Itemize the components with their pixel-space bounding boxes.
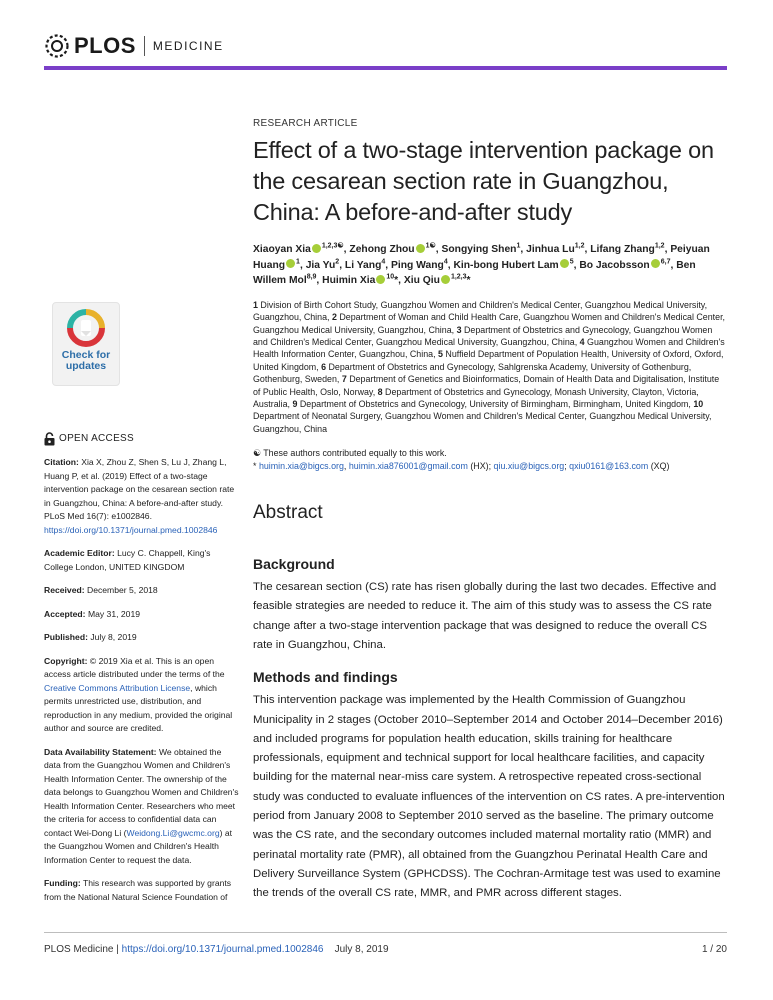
author-affiliation-marker: 1☯	[425, 242, 436, 250]
author-affiliation-marker: 4	[381, 258, 386, 266]
footer-doi-link[interactable]: https://doi.org/10.1371/journal.pmed.1002846	[121, 944, 324, 955]
funding-block	[44, 877, 240, 904]
author-separator: ,	[385, 259, 391, 271]
published-block	[44, 631, 240, 645]
author-separator: ,	[343, 244, 350, 255]
published-date: July 8, 2019	[90, 632, 137, 642]
citation-block	[44, 456, 240, 537]
author-list	[253, 242, 729, 289]
affiliation-number: 1	[253, 299, 258, 310]
corresponding-emails	[253, 460, 729, 472]
logo-divider	[144, 36, 145, 56]
orcid-icon[interactable]	[286, 259, 295, 268]
editor-label: Academic Editor:	[44, 548, 115, 558]
footer-journal: PLOS Medicine	[44, 944, 114, 955]
author-separator: *	[466, 275, 471, 287]
author-name: Xiaoyan Xia	[253, 244, 311, 255]
article-title: Effect of a two-stage intervention package on the cesarean section rate in Guangzhou, China: A before-and-after study	[253, 137, 714, 225]
affiliation-text: Department of Obstetrics and Gynecology, Monash University, Clayton, Victoria, Australia,	[253, 386, 699, 410]
author-affiliation-marker: 1,2	[574, 242, 585, 250]
author-separator: ,	[299, 259, 306, 271]
abstract-heading: Abstract	[253, 502, 323, 524]
academic-editor-block	[44, 547, 240, 574]
open-access-badge	[44, 432, 240, 446]
affiliation-text: Department of Neonatal Surgery, Guangzhou Women and Children's Medical Center, Guangzhou Medical University, Guangzhou, China	[253, 411, 712, 434]
email-separator: ,	[343, 460, 349, 471]
affiliation-text: Department of Woman and Child Health Care, Guangzhou Women and Children's Medical Center, Guangzhou Medical University, Guangzhou, China,	[253, 312, 726, 335]
author-separator: ,	[584, 244, 591, 255]
accepted-label: Accepted:	[44, 608, 86, 619]
open-access-label: OPEN ACCESS	[59, 433, 134, 445]
author-affiliation-marker: 1,2,3	[450, 273, 467, 281]
author-notes	[253, 447, 729, 472]
author-name: Huimin Xia	[322, 275, 376, 287]
affiliation-number: 10	[693, 399, 704, 410]
author-affiliation-marker: 8,9	[306, 273, 317, 281]
orcid-icon[interactable]	[376, 275, 385, 284]
email-link-3[interactable]: qiu.xiu@bigcs.org	[493, 460, 565, 471]
methods-heading: Methods and findings	[253, 669, 398, 686]
email-initials-xq: (XQ)	[648, 460, 670, 471]
funding-label: Funding:	[44, 878, 81, 888]
citation-label: Citation:	[44, 457, 79, 467]
logo-brand: PLOS	[74, 33, 136, 58]
footer-rule	[44, 932, 727, 933]
funding-text: This research was supported by grants from the National Natural Science Foundation of	[44, 878, 232, 902]
accepted-date: May 31, 2019	[87, 608, 141, 619]
plos-logo-icon	[44, 33, 70, 59]
affiliation-number: 7	[341, 374, 347, 385]
author-name: Bo Jacobsson	[579, 259, 650, 271]
author-name: Li Yang	[344, 259, 382, 271]
check-for-updates-label: Check for updates	[61, 349, 111, 372]
affiliation-text: Nuffield Department of Population Health, University of Oxford, Oxford, United Kingdom,	[253, 349, 724, 372]
author-separator: ,	[339, 259, 345, 271]
orcid-icon[interactable]	[441, 275, 450, 284]
affiliation-list	[253, 299, 729, 435]
author-separator: ,	[316, 275, 323, 287]
received-date: December 5, 2018	[87, 585, 158, 595]
data-availability-text: We obtained the data from the Guangzhou Women and Children's Health Information Center. The ownership of the data belongs to Guangzhou Women and Children's Health Information Center. Researchers who meet the criteria for access to confidential data can contact Wei-Dong Li (	[44, 746, 239, 838]
author-affiliation-marker: 10	[386, 273, 395, 281]
author-name: Songying Shen	[441, 244, 517, 255]
published-label: Published:	[44, 632, 88, 642]
accepted-block	[44, 608, 240, 622]
author-separator: ,	[447, 259, 454, 271]
orcid-icon[interactable]	[560, 259, 569, 268]
header-accent-bar	[44, 66, 727, 70]
author-name: Ping Wang	[391, 259, 444, 271]
author-name: Jinhua Lu	[526, 244, 575, 255]
email-link-4[interactable]: qxiu0161@163.com	[569, 460, 649, 471]
received-label: Received:	[44, 585, 85, 595]
footer-separator: |	[113, 944, 122, 955]
copyright-text-rest: , which permits unrestricted use, distribution, and reproduction in any medium, provided the original author and source are credited.	[44, 682, 233, 733]
open-lock-icon	[44, 432, 55, 446]
author-separator: ,	[520, 244, 527, 255]
data-availability-block	[44, 746, 240, 868]
affiliation-text: Department of Genetics and Bioinformatics, Domain of Health Data and Digitalisation, Institute of Public Health, Oslo, Norway,	[253, 374, 720, 397]
author-name: Peiyuan Huang	[253, 244, 710, 271]
author-name: Jia Yu	[305, 259, 336, 271]
author-name: Kin-bong Hubert Lam	[453, 259, 559, 271]
received-block	[44, 584, 240, 598]
affiliation-number: 5	[438, 349, 443, 360]
affiliation-number: 3	[456, 324, 462, 335]
article-main-column	[253, 118, 729, 904]
affiliation-text: Guangzhou Women and Children's Health Information Center, Guangzhou, China,	[253, 337, 725, 360]
data-availability-text-rest: ) at the Guangzhou Women and Children's Health Information Center to request the data.	[44, 827, 233, 865]
author-affiliation-marker: 1	[296, 258, 300, 266]
affiliation-text: Department of Obstetrics and Gynecology, Sahlgrenska Academy, University of Gothenburg, Gothenburg, Sweden,	[253, 361, 692, 385]
citation-doi-link[interactable]: https://doi.org/10.1371/journal.pmed.1002846	[44, 524, 218, 535]
author-affiliation-marker: 6,7	[660, 258, 671, 266]
author-affiliation-marker: 4	[443, 258, 448, 266]
editor-text: Lucy C. Chappell, King's College London, UNITED KINGDOM	[44, 548, 211, 572]
copyright-block	[44, 655, 240, 736]
affiliation-text: Department of Obstetrics and Gynecology, Guangzhou Women and Children's Medical Center, Guangzhou Medical University, Guangzhou, China,	[253, 324, 713, 347]
author-affiliation-marker: 1,2	[654, 242, 665, 250]
author-separator: ,	[664, 244, 671, 255]
author-name: Xiu Qiu	[403, 275, 440, 287]
check-for-updates-icon	[67, 309, 105, 347]
author-separator: *,	[394, 275, 404, 287]
author-name: Ben Willem Mol	[253, 259, 696, 287]
check-for-updates-badge[interactable]	[52, 302, 120, 386]
affiliation-number: 8	[377, 386, 383, 397]
data-availability-label: Data Availability Statement:	[44, 746, 157, 757]
affiliation-number: 2	[331, 312, 337, 323]
author-separator: ,	[670, 259, 677, 271]
equal-contribution-note: ☯ These authors contributed equally to this work.	[253, 448, 447, 459]
article-type-label: RESEARCH ARTICLE	[253, 118, 358, 129]
author-affiliation-marker: 2	[335, 258, 340, 266]
affiliation-number: 4	[579, 337, 585, 347]
email-link-1[interactable]: huimin.xia@bigcs.org	[258, 460, 344, 471]
author-name: Zehong Zhou	[349, 244, 415, 255]
logo-journal-name: MEDICINE	[152, 39, 224, 53]
orcid-icon[interactable]	[651, 259, 660, 268]
affiliation-text: Division of Birth Cohort Study, Guangzhou Women and Children's Medical Center, Guangzhou Medical University, Guangzhou, China,	[253, 299, 708, 323]
background-paragraph: The cesarean section (CS) rate has risen globally during the last two decades. Effective and feasible strategies are needed to reduce it. The aim of this study was to assess the CS rate change after a two-stage intervention package that was designed to reduce the overall CS rate in Guangzhou, China.	[253, 581, 717, 651]
page-number: 1 / 20	[701, 944, 727, 955]
orcid-icon[interactable]	[312, 244, 321, 253]
email-separator-2: ;	[564, 460, 570, 471]
page-footer	[44, 944, 389, 955]
author-affiliation-marker: 5	[569, 258, 574, 266]
background-heading: Background	[253, 556, 335, 573]
affiliation-text: Department of Obstetrics and Gynecology, University of Birmingham, Birmingham, United Kingdom,	[297, 399, 694, 410]
email-link-2[interactable]: huimin.xia876001@gmail.com	[348, 460, 468, 471]
author-separator: ,	[435, 244, 442, 255]
footer-date: July 8, 2019	[334, 944, 389, 955]
article-info-sidebar	[44, 432, 240, 914]
license-link[interactable]: Creative Commons Attribution License	[44, 682, 191, 693]
email-initials-hx: (HX);	[467, 460, 494, 471]
author-affiliation-marker: 1,2,3☯	[321, 242, 344, 250]
copyright-label: Copyright:	[44, 655, 88, 666]
affiliation-number: 9	[292, 399, 298, 410]
methods-paragraph: This intervention package was implemented by the Health Commission of Guangzhou Municipality in 2 stages (October 2010–September 2014 and October 2014–December 2016) and included programs for population health education, skills training for healthcare professionals, equipment and technical support for local healthcare facilities, and capacity building for the maternal near-miss care system. A retrospective repeated cross-sectional study was conducted to evaluate influences of the intervention on CS rates. A pre-intervention period from January 2008 to September 2010 served as the baseline. The primary outcome was the CS rate, and the secondary outcomes included maternal mortality ratio (MMR) and perinatal mortality rate (PMR), all obtained from the Guangzhou Perinatal Health Care and Delivery Surveillance System (GPHCDSS). The Cochran-Armitage test was used to examine the trends of the overall CS rate, MMR, and PMR across different stages.	[253, 694, 725, 900]
orcid-icon[interactable]	[416, 244, 425, 253]
affiliation-number: 6	[321, 361, 327, 372]
author-name: Lifang Zhang	[590, 244, 655, 255]
plos-medicine-logo[interactable]	[44, 34, 224, 58]
citation-text: Xia X, Zhou Z, Shen S, Lu J, Zhang L, Huang P, et al. (2019) Effect of a two-stage intervention package on the cesarean section rate in Guangzhou, China: A before-and-after study. PLoS Med 16(7): e1002846.	[44, 457, 235, 521]
author-separator: ,	[573, 259, 580, 271]
corresponding-star: *	[253, 460, 257, 471]
author-affiliation-marker: 1	[516, 242, 521, 250]
data-contact-email-link[interactable]: Weidong.Li@gwcmc.org	[126, 827, 220, 838]
copyright-text: © 2019 Xia et al. This is an open access article distributed under the terms of the	[44, 655, 225, 679]
